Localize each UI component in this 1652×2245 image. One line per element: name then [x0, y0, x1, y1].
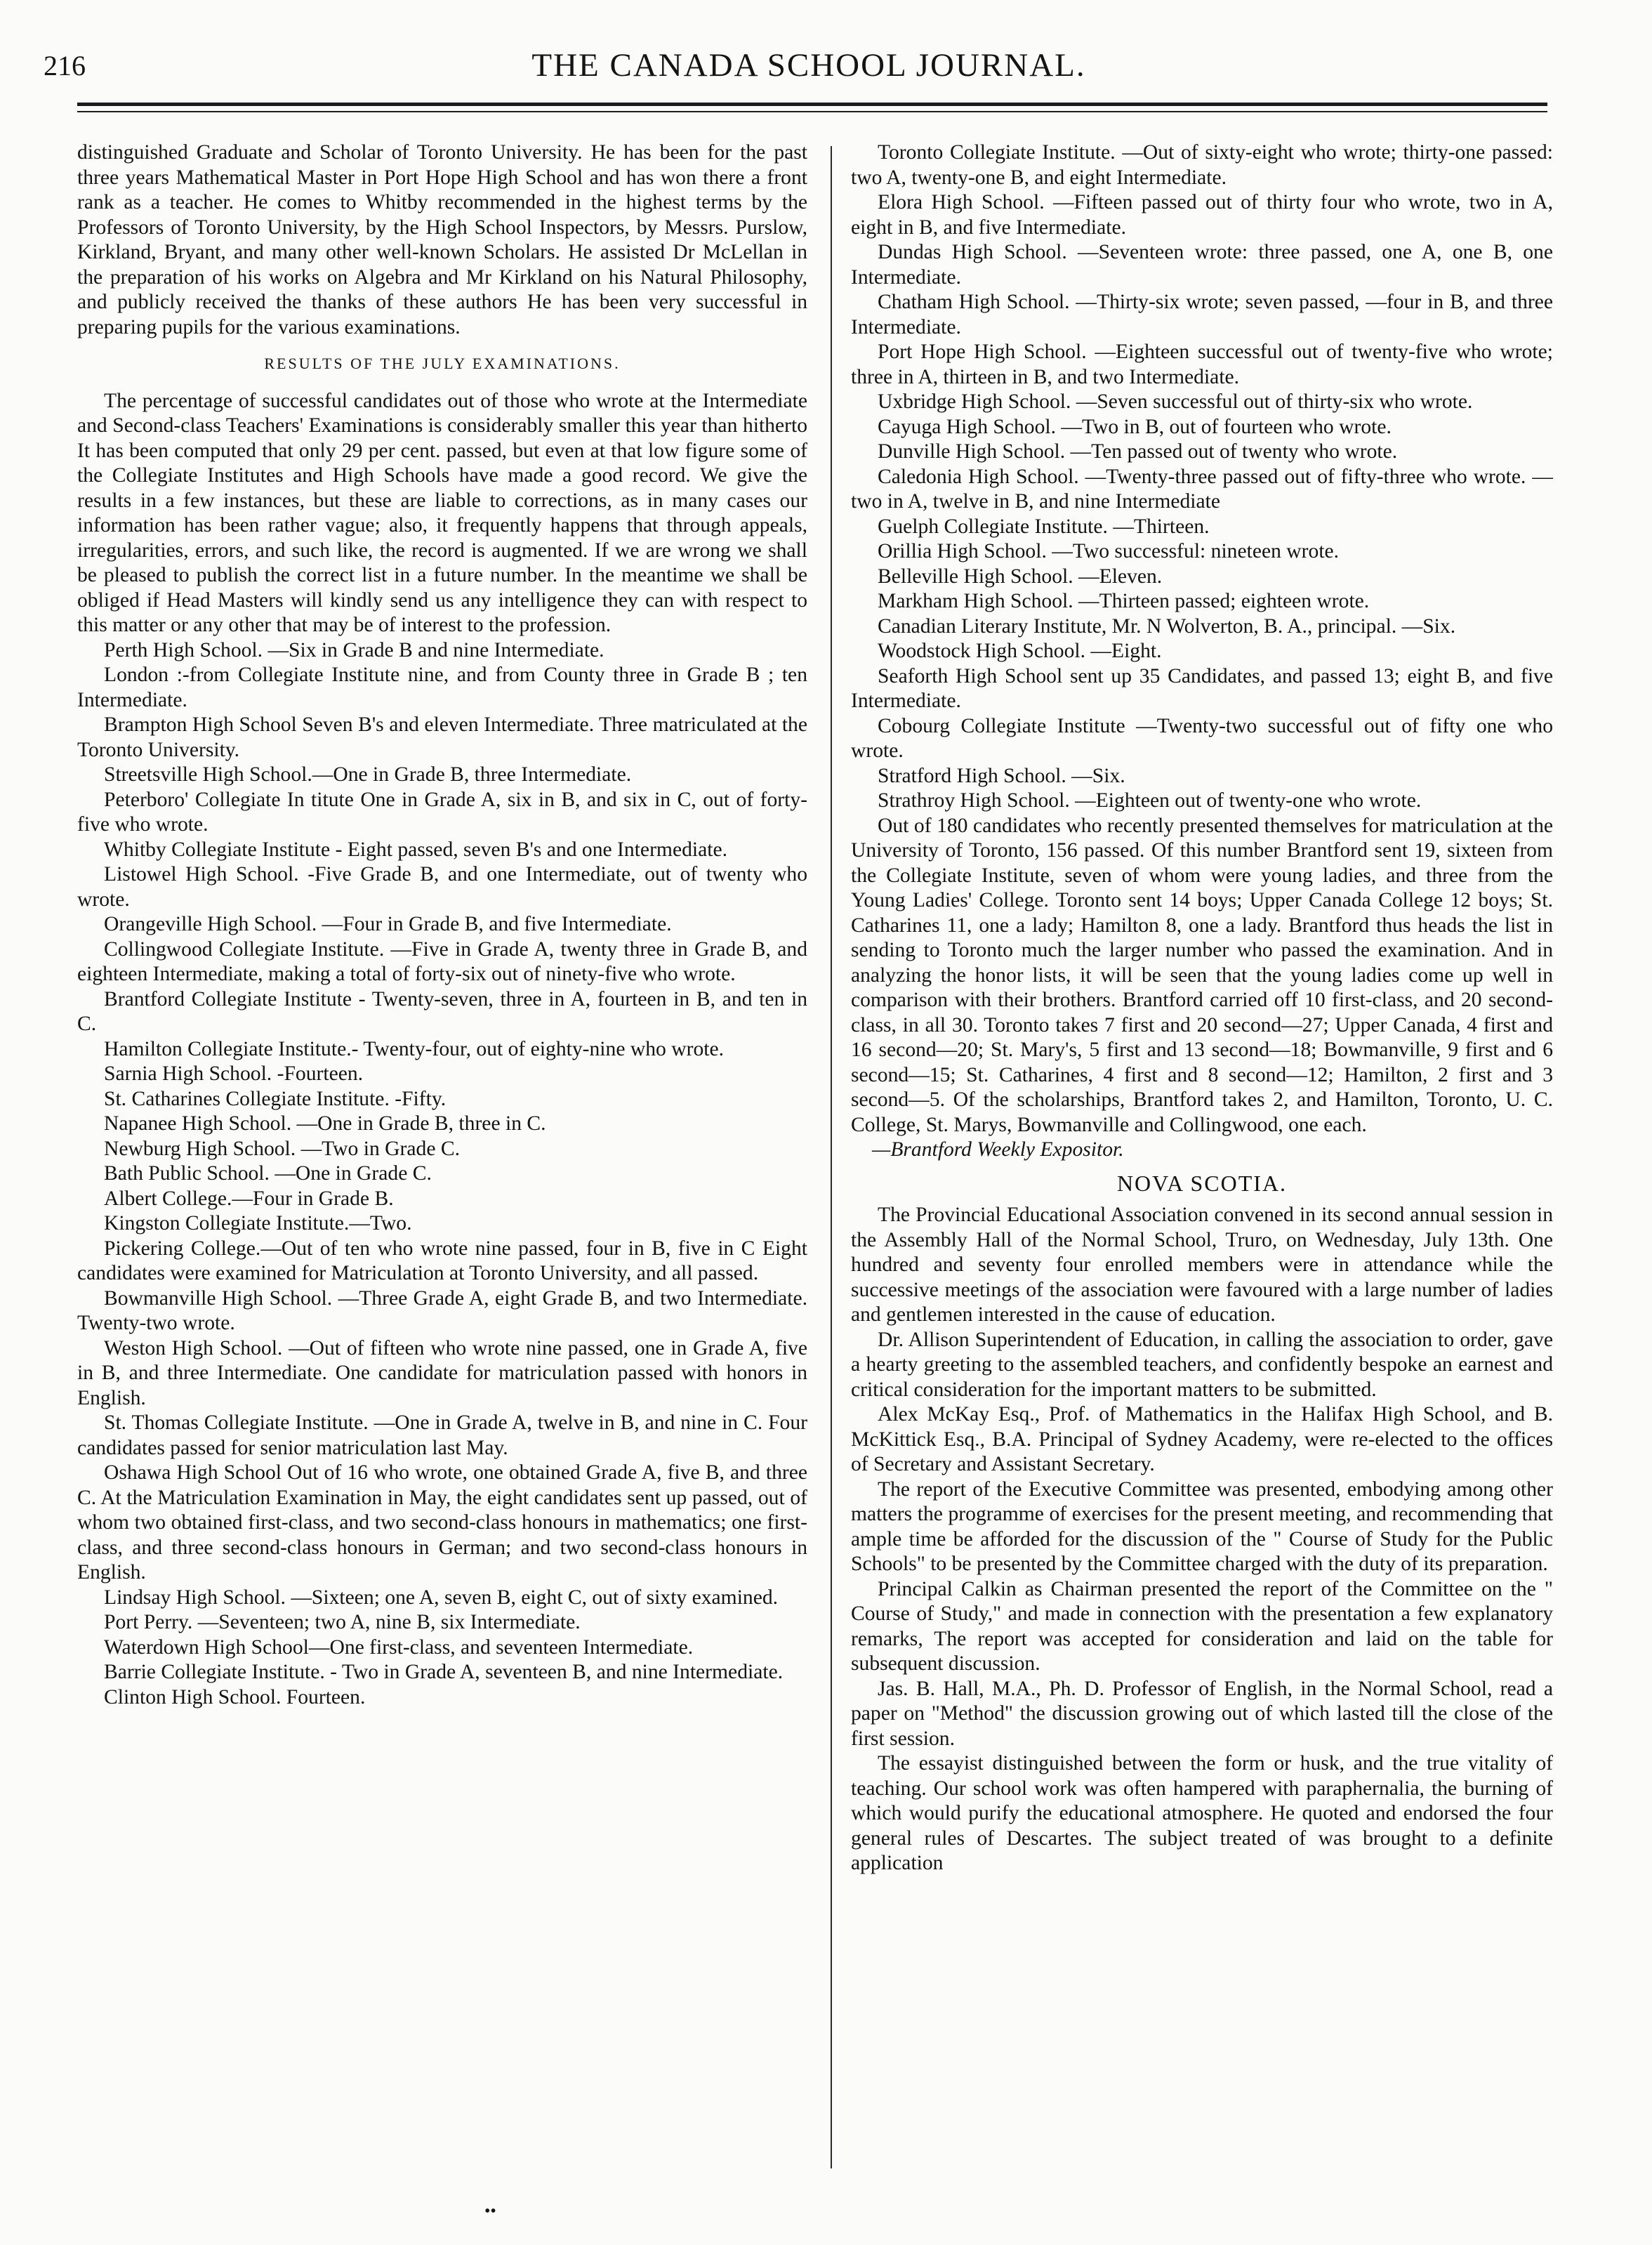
result-paragraph: Dundas High School. —Seventeen wrote: three passed, one A, one B, one Intermediate.	[851, 241, 1553, 289]
result-paragraph: Perth High School. —Six in Grade B and nine Intermediate.	[104, 638, 604, 661]
left-results-list	[77, 389, 807, 1711]
result-paragraph: Markham High School. —Thirteen passed; eighteen wrote.	[878, 590, 1370, 612]
result-paragraph: Albert College.—Four in Grade B.	[104, 1187, 394, 1210]
result-paragraph: Streetsville High School.—One in Grade B, three Intermediate.	[104, 763, 632, 786]
result-paragraph: Clinton High School. Fourteen.	[104, 1685, 366, 1709]
result-paragraph: The percentage of successful candidates out of those who wrote at the Intermediate and Second-class Teachers' Examinations is considerably smaller this year than hitherto It has been computed that only 29 per cent. passed, but even at that low figure some of the Collegiate Institutes and High Schools have made a good record. We give the results in a few instances, but these are liable to corrections, as in many cases our information has been rather vague; also, it frequently happens that through appeals, irregularities, errors, and such like, the record is augmented. If we are wrong we shall be pleased to publish the correct list in a future number. In the meantime we shall be obliged if Head Masters will kindly send us any intelligence they can with respect to this matter or any other that may be of interest to the profession.	[77, 389, 807, 636]
result-paragraph: Brampton High School Seven B's and eleven Intermediate. Three matriculated at the Toronto University.	[77, 713, 807, 761]
result-paragraph: Woodstock High School. —Eight.	[878, 640, 1162, 662]
footer-mark: ••	[484, 2202, 496, 2220]
result-paragraph: Orangeville High School. —Four in Grade B, and five Intermediate.	[104, 913, 672, 935]
result-paragraph: Dunville High School. —Ten passed out of twenty who wrote.	[878, 440, 1398, 463]
result-paragraph: Newburg High School. —Two in Grade C.	[104, 1137, 460, 1160]
result-paragraph: Port Perry. —Seventeen; two A, nine B, six Intermediate.	[104, 1611, 581, 1633]
result-paragraph: Out of 180 candidates who recently presented themselves for matriculation at the University of Toronto, 156 passed. Of this number Brantford sent 19, sixteen from the Collegiate Institute, seven of whom were young ladies, and three from the Young Ladies' College. Toronto sent 14 boys; Upper Canada College 12 boys; St. Catharines 11, one a lady; Hamilton 8, one a lady. Brantford thus heads the list in sending to Toronto much the larger number who passed the examination. And in analyzing the honor lists, it will be seen that the young ladies come up well in comparison with their brothers. Brantford carried off 10 first-class, and 20 second-class, in all 30. Toronto takes 7 first and 20 second—27; Upper Canada, 4 first and 16 second—20; St. Mary's, 5 first and 13 second—18; Bowmanville, 9 first and 6 second—15; St. Catharines, 4 first and 8 second—12; Hamilton, 2 first and 3 second—5. Of the scholarships, Brantford takes 2, and Hamilton, Toronto, U. C. College, St. Marys, Bowmanville and Collingwood, one each.	[851, 814, 1553, 1136]
article-paragraph: The report of the Executive Committee was presented, embodying among other matters the programme of exercises for the present meeting, and recommending that ample time be afforded for the discussion of the " Course of Study for the Public Schools" to be presented by the Committee charged with the duty of its preparation.	[851, 1477, 1553, 1575]
article-paragraph: Principal Calkin as Chairman presented the report of the Committee on the " Course of Study," and made in connection with the presentation a few explanatory remarks, The report was accepted for consideration and laid on the table for subsequent discussion.	[851, 1577, 1553, 1675]
article-paragraph: Jas. B. Hall, M.A., Ph. D. Professor of English, in the Normal School, read a paper on "Method" the discussion growing out of which lasted till the close of the first session.	[851, 1677, 1553, 1750]
section-heading-july-results: RESULTS OF THE JULY EXAMINATIONS.	[264, 355, 621, 372]
result-paragraph: Kingston Collegiate Institute.—Two.	[104, 1212, 412, 1235]
column-divider	[831, 146, 832, 2168]
result-paragraph: St. Catharines Collegiate Institute. -Fifty.	[104, 1087, 447, 1110]
result-paragraph: Port Hope High School. —Eighteen successful out of twenty-five who wrote; three in A, thirteen in B, and two Intermediate.	[851, 341, 1553, 388]
paragraph: distinguished Graduate and Scholar of Toronto University. He has been for the past three years Mathematical Master in Port Hope High School and has won there a front rank as a teacher. He comes to Whitby recommended in the highest terms by the Professors of Toronto University, by the High School Inspectors, by Messrs. Purslow, Kirkland, Bryant, and many other well-known Scholars. He assisted Dr McLellan in the preparation of his works on Algebra and Mr Kirkland on his Natural Philosophy, and publicly received the thanks of these authors He has been very successful in preparing pupils for the various examinations.	[77, 141, 807, 338]
result-paragraph: Collingwood Collegiate Institute. —Five in Grade A, twenty three in Grade B, and eighteen Intermediate, making a total of forty-six out of ninety-five who wrote.	[77, 937, 807, 985]
result-paragraph: St. Thomas Collegiate Institute. —One in Grade A, twelve in B, and nine in C. Four candidates passed for senior matriculation last May.	[77, 1411, 807, 1459]
nova-scotia-article	[851, 1203, 1553, 1876]
right-results-list	[851, 140, 1553, 1138]
result-paragraph: Hamilton Collegiate Institute.- Twenty-four, out of eighty-nine who wrote.	[104, 1037, 724, 1060]
result-paragraph: Bath Public School. —One in Grade C.	[104, 1162, 432, 1185]
result-paragraph: Waterdown High School—One first-class, and seventeen Intermediate.	[104, 1635, 694, 1659]
result-paragraph: Bowmanville High School. —Three Grade A, eight Grade B, and two Intermediate. Twenty-two wrote.	[77, 1286, 807, 1334]
result-paragraph: Listowel High School. -Five Grade B, and one Intermediate, out of twenty who wrote.	[77, 863, 807, 911]
result-paragraph: Barrie Collegiate Institute. - Two in Grade A, seventeen B, and nine Intermediate.	[104, 1661, 784, 1683]
header-rule-thick	[77, 103, 1547, 106]
result-paragraph: London :-from Collegiate Institute nine, and from County three in Grade B ; ten Intermediate.	[77, 664, 807, 711]
journal-title: THE CANADA SCHOOL JOURNAL.	[531, 47, 1086, 84]
left-column	[77, 140, 807, 1710]
right-column	[851, 140, 1553, 1876]
source-credit: —Brantford Weekly Expositor.	[872, 1138, 1124, 1161]
result-paragraph: Whitby Collegiate Institute - Eight passed, seven B's and one Intermediate.	[104, 838, 727, 861]
result-paragraph: Cayuga High School. —Two in B, out of fourteen who wrote.	[878, 415, 1392, 438]
result-paragraph: Strathroy High School. —Eighteen out of twenty-one who wrote.	[878, 789, 1422, 812]
result-paragraph: Napanee High School. —One in Grade B, three in C.	[104, 1112, 546, 1135]
result-paragraph: Seaforth High School sent up 35 Candidates, and passed 13; eight B, and five Intermediate.	[851, 664, 1553, 712]
result-paragraph: Uxbridge High School. —Seven successful out of thirty-six who wrote.	[878, 390, 1473, 413]
result-paragraph: Orillia High School. —Two successful: nineteen wrote.	[878, 540, 1340, 562]
result-paragraph: Toronto Collegiate Institute. —Out of sixty-eight who wrote; thirty-one passed: two A, twenty-one B, and eight Intermediate.	[851, 141, 1553, 189]
article-paragraph: Alex McKay Esq., Prof. of Mathematics in the Halifax High School, and B. McKittick Esq., B.A. Principal of Sydney Academy, were re-elected to the offices of Secretary and Assistant Secretary.	[851, 1403, 1553, 1475]
header-rule-thin	[77, 111, 1547, 112]
article-paragraph: The essayist distinguished between the form or husk, and the true vitality of teaching. Our school work was often hampered with paraphernalia, the burning of which would purify the educational atmosphere. He quoted and endorsed the four general rules of Descartes. The subject treated of was brought to a definite application	[851, 1752, 1553, 1874]
result-paragraph: Guelph Collegiate Institute. —Thirteen.	[878, 515, 1210, 538]
result-paragraph: Elora High School. —Fifteen passed out of thirty four who wrote, two in A, eight in B, and five Intermediate.	[851, 191, 1553, 239]
result-paragraph: Oshawa High School Out of 16 who wrote, one obtained Grade A, five B, and three C. At the Matriculation Examination in May, the eight candidates sent up passed, out of whom two obtained first-class, and two second-class honours in mathematics; one first-class, and three second-class honours in German; and two second-class honours in English.	[77, 1461, 807, 1584]
left-intro	[77, 140, 807, 340]
result-paragraph: Peterboro' Collegiate In titute One in Grade A, six in B, and six in C, out of forty-five who wrote.	[77, 788, 807, 836]
article-paragraph: Dr. Allison Superintendent of Education, in calling the association to order, gave a hearty greeting to the assembled teachers, and confidently bespoke an earnest and critical consideration for the important matters to be submitted.	[851, 1328, 1553, 1401]
result-paragraph: Lindsay High School. —Sixteen; one A, seven B, eight C, out of sixty examined.	[104, 1586, 779, 1609]
result-paragraph: Cobourg Collegiate Institute —Twenty-two successful out of fifty one who wrote.	[851, 714, 1553, 762]
result-paragraph: Pickering College.—Out of ten who wrote nine passed, four in B, five in C Eight candidates were examined for Matriculation at Toronto University, and all passed.	[77, 1237, 807, 1284]
result-paragraph: Stratford High School. —Six.	[878, 764, 1125, 787]
result-paragraph: Sarnia High School. -Fourteen.	[104, 1062, 364, 1085]
result-paragraph: Caledonia High School. —Twenty-three passed out of fifty-three who wrote. —two in A, twelve in B, and nine Intermediate	[851, 465, 1553, 513]
section-heading-nova-scotia: NOVA SCOTIA.	[1116, 1170, 1288, 1196]
result-paragraph: Chatham High School. —Thirty-six wrote; seven passed, —four in B, and three Intermediate.	[851, 291, 1553, 338]
result-paragraph: Belleville High School. —Eleven.	[878, 565, 1163, 588]
result-paragraph: Brantford Collegiate Institute - Twenty-seven, three in A, fourteen in B, and ten in C.	[77, 987, 807, 1035]
article-paragraph: The Provincial Educational Association convened in its second annual session in the Assembly Hall of the Normal School, Truro, on Wednesday, July 13th. One hundred and seventy four enrolled members were in attendance while the successive meetings of the association were favoured with a large number of ladies and gentlemen interested in the cause of education.	[851, 1204, 1553, 1326]
result-paragraph: Canadian Literary Institute, Mr. N Wolverton, B. A., principal. —Six.	[878, 614, 1456, 638]
result-paragraph: Weston High School. —Out of fifteen who wrote nine passed, one in Grade A, five in B, and three Intermediate. One candidate for matriculation passed with honors in English.	[77, 1336, 807, 1409]
page-header	[44, 44, 1574, 93]
page-number: 216	[44, 50, 86, 81]
